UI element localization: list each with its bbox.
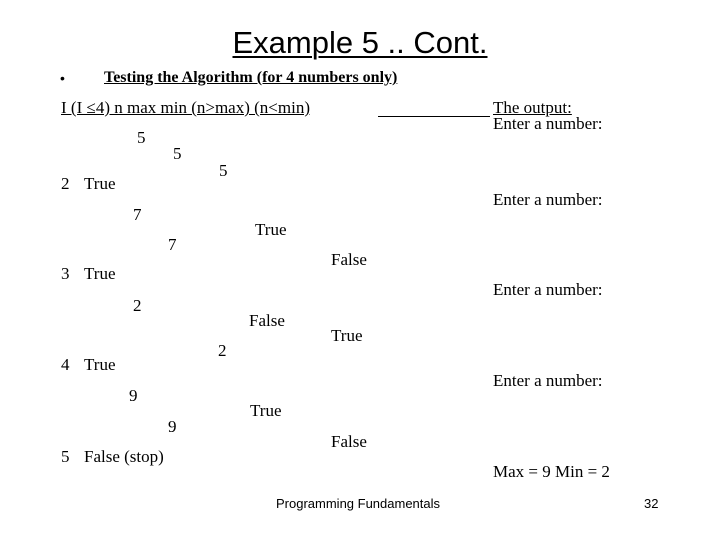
cell-cond-3: True	[84, 264, 116, 283]
cell-n-1: 5	[137, 128, 146, 147]
cell-max-2: 7	[168, 235, 177, 254]
output-header: The output:	[493, 98, 572, 117]
cell-gt-2: True	[255, 220, 287, 239]
cell-lt-3: True	[331, 326, 363, 345]
cell-max-4: 9	[168, 417, 177, 436]
cell-n-2: 7	[133, 205, 142, 224]
slide-title: Example 5 .. Cont.	[232, 25, 488, 60]
cell-cond-4: True	[84, 355, 116, 374]
output-line-3: Enter a number:	[493, 280, 603, 299]
cell-lt-4: False	[331, 432, 367, 451]
cell-n-4: 9	[129, 386, 138, 405]
footer-text: Programming Fundamentals	[276, 496, 441, 511]
cell-cond-5: False (stop)	[84, 447, 164, 466]
cell-i-3: 3	[61, 264, 70, 283]
header-underline-extension	[378, 116, 490, 117]
cell-min-1: 5	[219, 161, 228, 180]
cell-cond-2: True	[84, 174, 116, 193]
cell-i-2: 2	[61, 174, 70, 193]
bullet-marker: •	[60, 70, 65, 86]
page-number: 32	[644, 496, 659, 511]
trace-header: I (I ≤4) n max min (n>max) (n<min)	[61, 98, 310, 117]
cell-gt-4: True	[250, 401, 282, 420]
cell-max-1: 5	[173, 144, 182, 163]
cell-min-3: 2	[218, 341, 227, 360]
final-output: Max = 9 Min = 2	[493, 462, 610, 481]
output-line-1: Enter a number:	[493, 114, 603, 133]
section-subtitle: Testing the Algorithm (for 4 numbers only)	[104, 69, 398, 86]
output-line-4: Enter a number:	[493, 371, 603, 390]
cell-n-3: 2	[133, 296, 142, 315]
cell-i-5: 5	[61, 447, 70, 466]
cell-gt-3: False	[249, 311, 285, 330]
output-line-2: Enter a number:	[493, 190, 603, 209]
cell-i-4: 4	[61, 355, 70, 374]
cell-lt-2: False	[331, 250, 367, 269]
